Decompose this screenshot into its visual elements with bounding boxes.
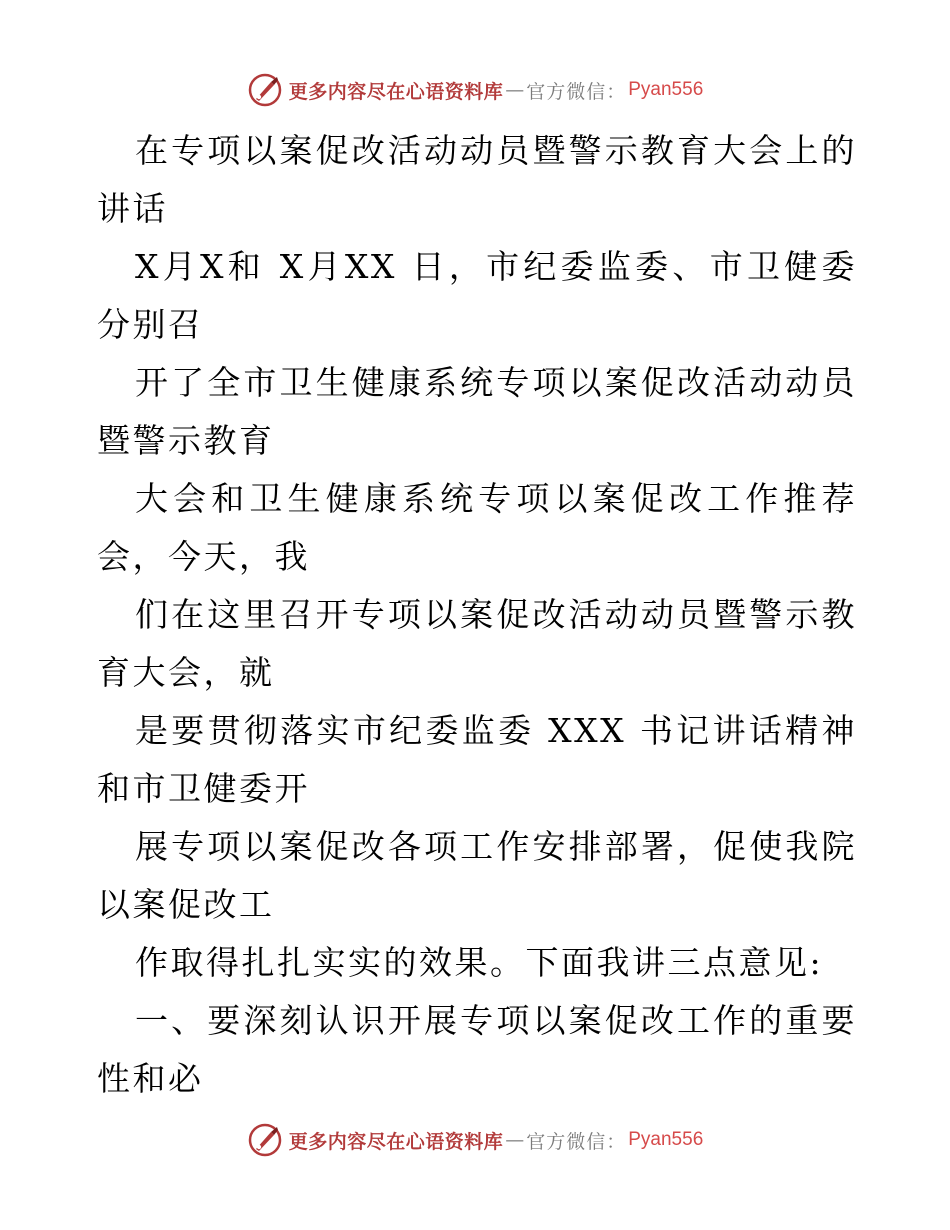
- watermark-dash: —: [505, 79, 525, 101]
- section-heading: 一、要深刻认识开展专项以案促改工作的重要性和必: [97, 1001, 857, 1098]
- quill-logo-icon: [247, 72, 283, 108]
- body-paragraph: 是要贯彻落实市纪委监委 XXX 书记讲话精神和市卫健委开: [97, 711, 857, 808]
- watermark-brand: 更多内容尽在心语资料库: [288, 1130, 504, 1153]
- footer-watermark: [0, 1120, 950, 1160]
- body-paragraph: 们在这里召开专项以案促改活动动员暨警示教育大会，就: [97, 595, 857, 692]
- document-title: 在专项以案促改活动动员暨警示教育大会上的讲话: [97, 131, 857, 228]
- quill-logo-icon: [247, 1122, 283, 1158]
- header-watermark: [0, 70, 950, 110]
- watermark-wechat-id: Pyan556: [628, 1129, 704, 1150]
- watermark-brand: 更多内容尽在心语资料库: [288, 80, 504, 103]
- body-paragraph: 展专项以案促改各项工作安排部署，促使我院以案促改工: [97, 827, 857, 924]
- watermark-dash: —: [505, 1129, 525, 1151]
- watermark-wechat-label: 官方微信：: [526, 1130, 627, 1153]
- body-paragraph: 开了全市卫生健康系统专项以案促改活动动员暨警示教育: [97, 363, 857, 460]
- watermark-text: [289, 1127, 704, 1154]
- body-paragraph: X月X和 X月XX 日，市纪委监委、市卫健委分别召: [97, 247, 857, 344]
- watermark-wechat-id: Pyan556: [628, 79, 704, 100]
- watermark-text: [289, 77, 704, 104]
- body-paragraph: 作取得扎扎实实的效果。下面我讲三点意见:: [135, 943, 824, 982]
- document-body: [97, 122, 857, 1108]
- watermark-wechat-label: 官方微信：: [526, 80, 627, 103]
- body-paragraph: 大会和卫生健康系统专项以案促改工作推荐会，今天，我: [97, 479, 857, 576]
